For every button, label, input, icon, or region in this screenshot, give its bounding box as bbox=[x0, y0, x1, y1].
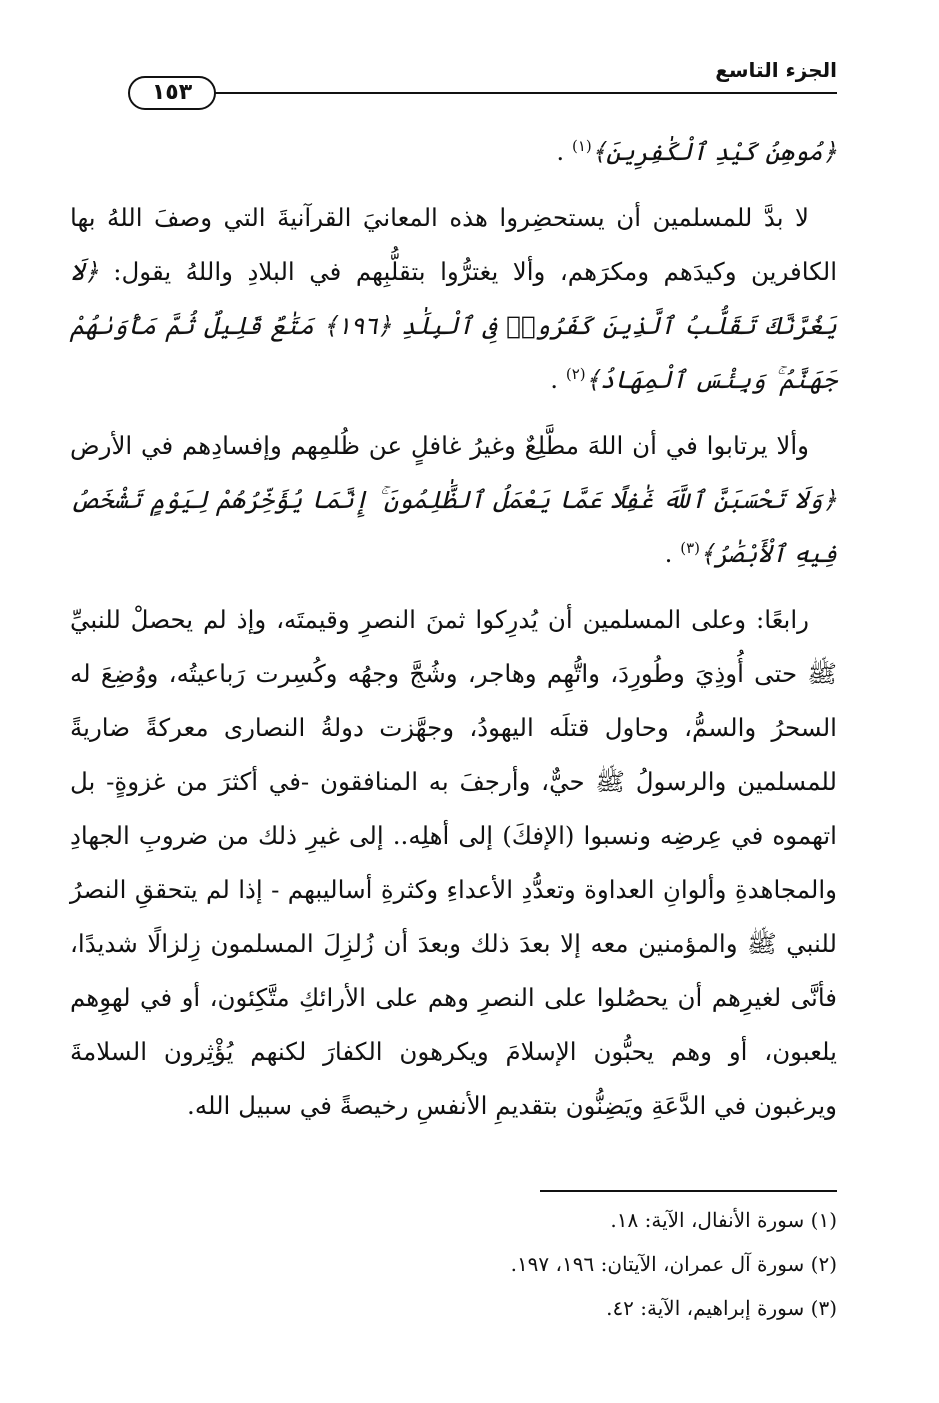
header-rule bbox=[210, 92, 837, 94]
paragraph-text: لا بدَّ للمسلمين أن يستحضِروا هذه المعانيَ القرآنيةَ التي وصفَ اللهُ بها الكافرين وكيدَهم ومكرَهم، وألا يغترُّوا بتقلُّبِهم في البلادِ واللهُ يقول: bbox=[70, 203, 837, 286]
paragraph-end: . bbox=[550, 365, 566, 394]
footnote-2: (٢) سورة آل عمران، الآيتان: ١٩٦، ١٩٧. bbox=[510, 1252, 837, 1276]
footnote-1: (١) سورة الأنفال، الآية: ١٨. bbox=[610, 1208, 837, 1232]
footnote-ref: (٢) bbox=[565, 364, 586, 383]
quran-verse: ﴿لَا يَغُرَّنَّكَ تَقَلُّبُ ٱلَّذِينَ كَفَرُوا۟ فِى ٱلْبِلَٰدِ ﴿١٩٦﴾ مَتَٰعٌ قَلِيلٌ ثُمَّ مَأْوَىٰهُمْ جَهَنَّمُ ۚ وَبِئْسَ ٱلْمِهَادُ﴾ bbox=[70, 257, 838, 394]
paragraph-1 bbox=[70, 125, 837, 179]
footnote-ref: (٣) bbox=[680, 538, 700, 557]
book-part-title: الجزء التاسع bbox=[715, 58, 837, 82]
quran-verse: ﴿وَلَا تَحْسَبَنَّ ٱللَّهَ غَٰفِلًا عَمَّا يَعْمَلُ ٱلظَّٰلِمُونَ ۚ إِنَّمَا يُؤَخِّرُهُمْ لِيَوْمٍ تَشْخَصُ فِيهِ ٱلْأَبْصَٰرُ﴾ bbox=[70, 485, 837, 568]
paragraph-4 bbox=[70, 593, 837, 1133]
paragraph-end: . bbox=[556, 137, 572, 166]
page-number: ١٥٣ bbox=[128, 76, 216, 110]
paragraph-end: . bbox=[664, 539, 681, 568]
paragraph-text: رابعًا: وعلى المسلمين أن يُدرِكوا ثمنَ النصرِ وقيمتَه، وإذ لم يحصلْ للنبيِّ ﷺ حتى أُوذِيَ وطُورِدَ، واتُّهِم وهاجر، وشُجَّ وجهُه وكُسِرت رَباعيتُه، ووُضِعَ له السحرُ والسمُّ، وحاول قتلَه اليهودُ، وجهَّزت دولةُ النصارى معركةً ضاريةً للمسلمين والرسولُ ﷺ حيٌّ، وأرجفَ به المنافقون -في أكثرَ من غزوةٍ- بل اتهموه في عِرضِه ونسبوا (الإفكَ) إلى أهلِه.. إلى غيرِ ذلك من ضروبِ الجهادِ والمجاهدةِ وألوانِ العداوة وتعدُّدِ الأعداءِ وكثرةِ أساليبهم - إذا لم يتحققِ النصرُ للنبي ﷺ والمؤمنين معه إلا بعدَ ذلك وبعدَ أن زُلزِلَ المسلمون زِلزالًا شديدًا، فأنَّى لغيرِهم أن يحصُلوا على النصرِ وهم على الأرائكِ متَّكِئون، أو في لهوِهم يلعبون، أو وهم يحبُّون الإسلامَ ويكرهون الكفارَ لكنهم يُؤْثِرون السلامةَ ويرغبون في الدَّعَةِ ويَضِنُّون بتقديمِ الأنفسِ رخيصةً في سبيل الله. bbox=[70, 605, 837, 1120]
paragraph-2 bbox=[70, 191, 837, 407]
footnotes bbox=[70, 1198, 837, 1330]
paragraph-text: وألا يرتابوا في أن اللهَ مطَّلِعٌ وغيرُ غافلٍ عن ظُلمِهم وإفسادِهم في الأرض bbox=[70, 431, 809, 460]
footnote-3: (٣) سورة إبراهيم، الآية: ٤٢. bbox=[606, 1296, 837, 1320]
footnote-separator bbox=[540, 1190, 837, 1192]
footnote-ref: (١) bbox=[571, 136, 592, 155]
body-text bbox=[70, 125, 837, 1145]
page-header bbox=[0, 40, 939, 110]
paragraph-3 bbox=[70, 419, 837, 581]
quran-verse: ﴿مُوهِنُ كَيْدِ ٱلْكَٰفِرِينَ﴾ bbox=[591, 137, 837, 166]
